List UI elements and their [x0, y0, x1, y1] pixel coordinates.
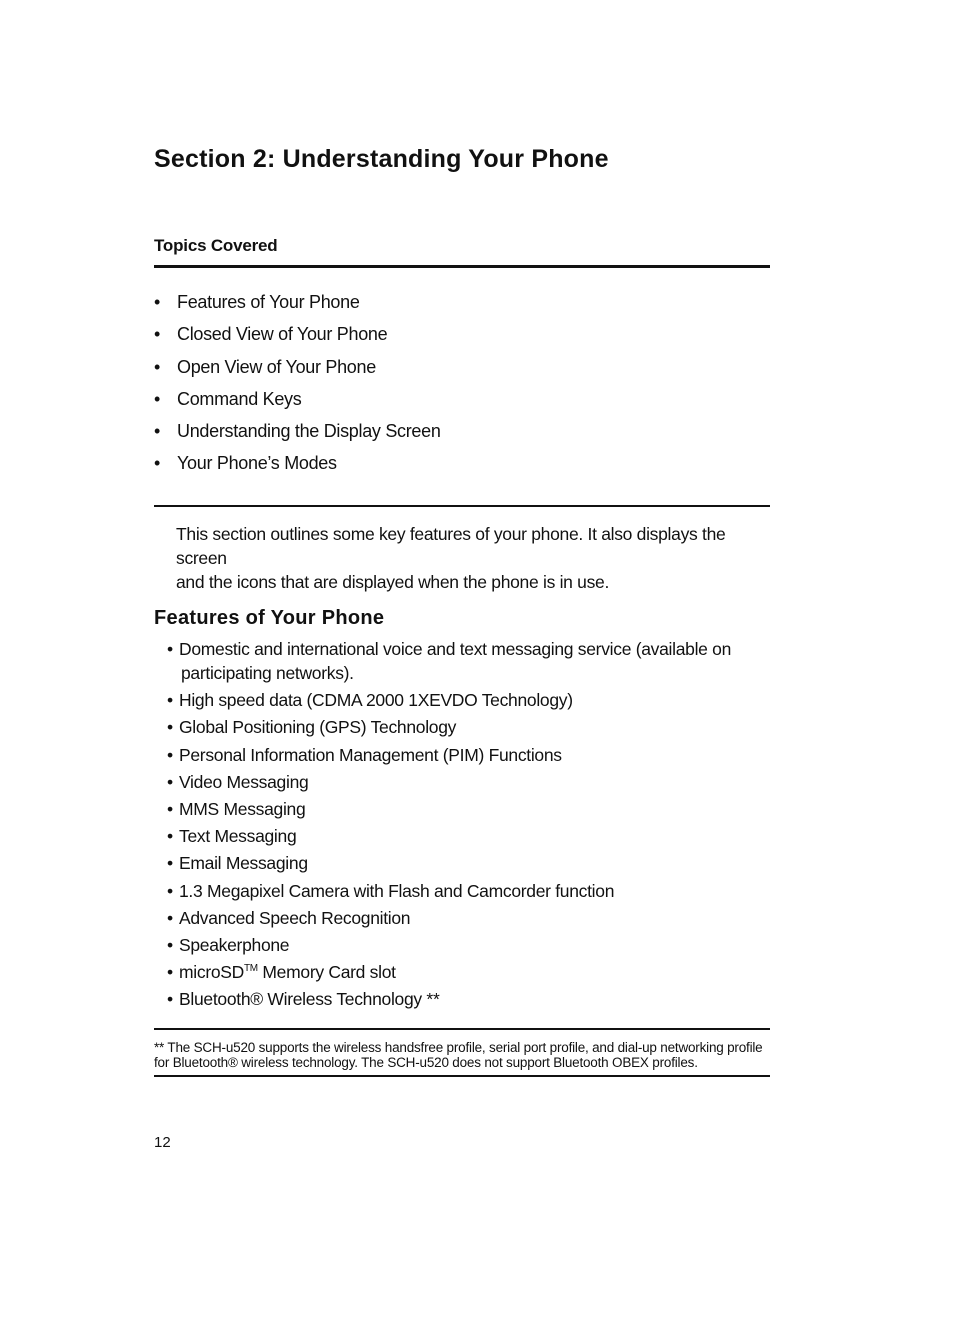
bullet: •: [154, 388, 161, 409]
topic-label: Understanding the Display Screen: [177, 421, 441, 442]
intro-paragraph: [176, 522, 776, 594]
list-item: [154, 354, 441, 386]
list-item: [154, 418, 441, 450]
list-item: [154, 289, 441, 321]
bullet: •: [154, 453, 161, 474]
list-item: [154, 321, 441, 353]
footnote-line: ** The SCH-u520 supports the wireless handsfree profile, serial port profile, and dial-up networking profile: [154, 1040, 763, 1055]
topic-label: Command Keys: [177, 388, 302, 409]
feature-label-continued: participating networks).: [181, 663, 354, 683]
feature-label: Email Messaging: [179, 853, 308, 874]
bullet: •: [167, 907, 173, 928]
footnote-bottom-rule: [154, 1075, 770, 1077]
topics-heading: Topics Covered: [154, 236, 278, 255]
list-item: [167, 987, 767, 1011]
topics-top-rule: [154, 265, 770, 268]
feature-label: 1.3 Megapixel Camera with Flash and Camcorder function: [179, 880, 615, 901]
topic-label: Your Phone’s Modes: [177, 453, 337, 474]
topics-list: [154, 289, 441, 483]
section-title: Section 2: Understanding Your Phone: [154, 145, 609, 173]
topic-label: Open View of Your Phone: [177, 356, 376, 377]
list-item: [154, 450, 441, 482]
footnote-top-rule: [154, 1028, 770, 1030]
bullet: •: [167, 798, 173, 819]
features-heading: Features of Your Phone: [154, 607, 385, 629]
bullet: •: [154, 292, 161, 312]
bullet: •: [167, 989, 173, 1010]
bullet: •: [167, 690, 173, 711]
feature-label: Memory Card slot: [257, 962, 396, 983]
list-item: [167, 906, 767, 930]
list-item: [167, 770, 767, 794]
bullet: •: [154, 356, 161, 377]
list-item: [167, 743, 767, 767]
list-item: [154, 386, 441, 418]
footnote: [154, 1040, 774, 1070]
feature-label: Text Messaging: [179, 826, 297, 847]
bullet: •: [154, 324, 161, 345]
bullet: •: [154, 421, 161, 442]
list-item: [167, 824, 767, 848]
list-item: [167, 960, 767, 984]
list-item: [167, 637, 767, 685]
bullet: •: [167, 853, 173, 874]
feature-label: Advanced Speech Recognition: [179, 907, 411, 928]
bullet: •: [167, 934, 173, 955]
list-item: [167, 933, 767, 957]
list-item: [167, 688, 767, 712]
list-item: [167, 797, 767, 821]
bullet: •: [167, 771, 173, 792]
bullet: •: [167, 826, 173, 847]
topic-label: Features of Your Phone: [177, 292, 360, 312]
topic-label: Closed View of Your Phone: [177, 324, 388, 345]
intro-line: and the icons that are displayed when the phone is in use.: [176, 572, 610, 592]
bullet: •: [167, 639, 173, 659]
list-item: [167, 715, 767, 739]
features-list: [167, 637, 767, 1014]
bullet: •: [167, 744, 173, 765]
trademark-mark: TM: [244, 963, 258, 975]
page-number: 12: [154, 1134, 171, 1151]
list-item: [167, 879, 767, 903]
feature-label: MMS Messaging: [179, 798, 306, 819]
feature-label: microSD: [179, 962, 244, 983]
feature-label: Personal Information Management (PIM) Functions: [179, 744, 562, 765]
feature-label: Bluetooth® Wireless Technology **: [179, 989, 440, 1010]
feature-label: Global Positioning (GPS) Technology: [179, 717, 457, 738]
intro-line: This section outlines some key features of your phone. It also displays the screen: [176, 524, 726, 568]
bullet: •: [167, 962, 173, 983]
bullet: •: [167, 717, 173, 738]
bullet: •: [167, 880, 173, 901]
feature-label: Video Messaging: [179, 771, 309, 792]
feature-label: Domestic and international voice and text messaging service (available on: [179, 639, 732, 659]
list-item: [167, 851, 767, 875]
feature-label: Speakerphone: [179, 934, 290, 955]
feature-label: High speed data (CDMA 2000 1XEVDO Technology): [179, 690, 573, 711]
topics-bottom-rule: [154, 505, 770, 507]
footnote-line: for Bluetooth® wireless technology. The SCH-u520 does not support Bluetooth OBEX profiles.: [154, 1055, 698, 1070]
